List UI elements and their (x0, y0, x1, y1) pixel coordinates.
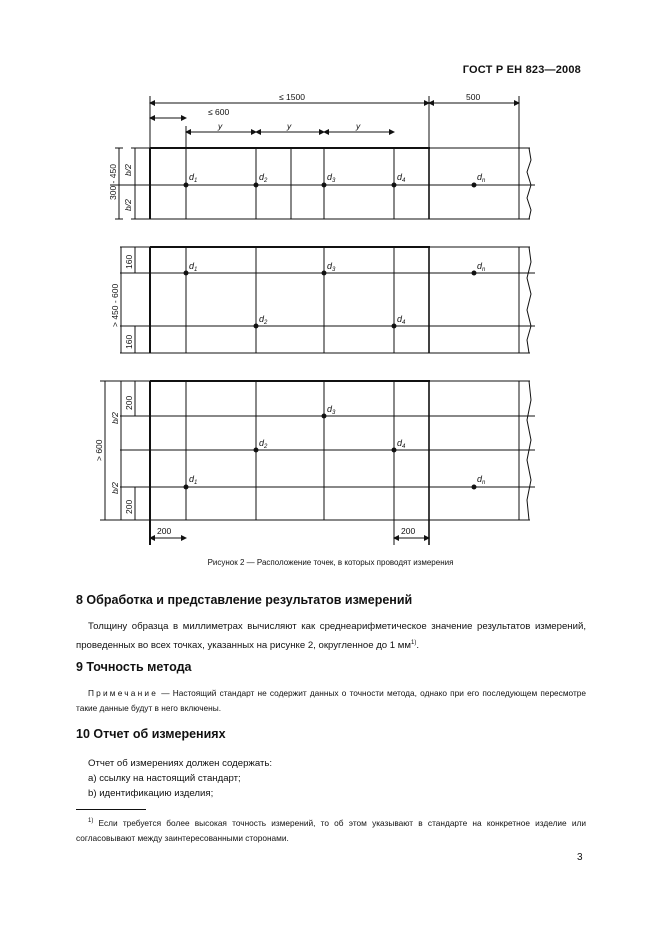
footnote: $^{1)}$ Если требуется более высокая точность измерений, то об этом указывают в стандарте на конкретное изделие или согласовывают между заинтересованными сторонами. (76, 817, 586, 843)
label-d3: $d_3$ (327, 404, 336, 416)
point-d1 (184, 271, 189, 276)
label-d2: $d_2$ (259, 314, 268, 326)
list-item: b) идентификацию изделия; (88, 788, 214, 799)
dim-half: b/2 (123, 199, 133, 211)
point-d1 (184, 485, 189, 490)
footnote-ref: 1) (411, 640, 417, 646)
section-10-intro: Отчет об измерениях должен содержать: (88, 758, 273, 769)
label-d3: $d_3$ (327, 261, 336, 273)
dim-half: b/2 (110, 412, 120, 424)
section-9-title: 9 Точность метода (76, 660, 192, 674)
label-d2: $d_2$ (259, 172, 268, 184)
dim-edge-200: 200 (124, 499, 134, 514)
measurement-points (184, 183, 477, 490)
label-d1: $d_1$ (189, 261, 198, 273)
point-d3 (322, 183, 327, 188)
label-dn: $d_n$ (477, 261, 486, 273)
dim-tail: 500 (466, 92, 481, 102)
dim-half: b/2 (123, 164, 133, 176)
dim-band3: > 600 (94, 439, 104, 461)
label-dn: $d_n$ (477, 172, 486, 184)
point-d4 (392, 448, 397, 453)
dim-max-span: ≤ 1500 (279, 92, 305, 102)
page-number: 3 (577, 852, 583, 863)
dim-step: y (356, 121, 361, 131)
dim-edge-160: 160 (124, 334, 134, 349)
point-d3 (322, 271, 327, 276)
dim-edge-160: 160 (124, 254, 134, 269)
dim-bottom-right: 200 (401, 526, 416, 536)
dim-bottom-left: 200 (157, 526, 172, 536)
section-8-text: Толщину образца в миллиметрах вычисляют как среднеарифметическое значение результатов измерений, проведенных во всех точках, указанных на рисунке 2, округленное до 1 $мм^{1)}$. (76, 621, 586, 652)
label-dn: $d_n$ (477, 474, 486, 486)
section-8-title: 8 Обработка и представление результатов измерений (76, 593, 413, 607)
dim-half: b/2 (110, 482, 120, 494)
point-d2 (254, 183, 259, 188)
label-d4: $d_4$ (397, 438, 406, 450)
point-d1 (184, 183, 189, 188)
dim-first: ≤ 600 (208, 107, 230, 117)
note-label: Примечание (88, 688, 159, 698)
footnote-divider (76, 809, 146, 810)
point-d3 (322, 414, 327, 419)
figure-caption: Рисунок 2 — Расположение точек, в которых проводят измерения (207, 558, 454, 567)
point-dn (472, 271, 477, 276)
document-code: ГОСТ Р ЕН 823—2008 (462, 64, 581, 76)
point-dn (472, 485, 477, 490)
label-d1: $d_1$ (189, 172, 198, 184)
label-d2: $d_2$ (259, 438, 268, 450)
dim-band1: 300 - 450 (108, 164, 118, 200)
point-d2 (254, 324, 259, 329)
footnote-mark: 1) (88, 818, 94, 824)
point-d2 (254, 448, 259, 453)
point-d4 (392, 324, 397, 329)
dim-step: y (218, 121, 223, 131)
section-10-title: 10 Отчет об измерениях (76, 727, 226, 741)
point-d4 (392, 183, 397, 188)
label-d3: $d_3$ (327, 172, 336, 184)
label-d1: $d_1$ (189, 474, 198, 486)
dim-edge-200: 200 (124, 395, 134, 410)
label-d4: $d_4$ (397, 314, 406, 326)
dim-band2: > 450 - 600 (110, 283, 120, 327)
dim-step: y (287, 121, 292, 131)
list-item: a) ссылку на настоящий стандарт; (88, 773, 241, 784)
point-dn (472, 183, 477, 188)
label-d4: $d_4$ (397, 172, 406, 184)
section-9-note: Примечание — Настоящий стандарт не содержит данных о точности метода, однако при его последующем пересмотре такие данные будут в него включены. (76, 688, 586, 713)
